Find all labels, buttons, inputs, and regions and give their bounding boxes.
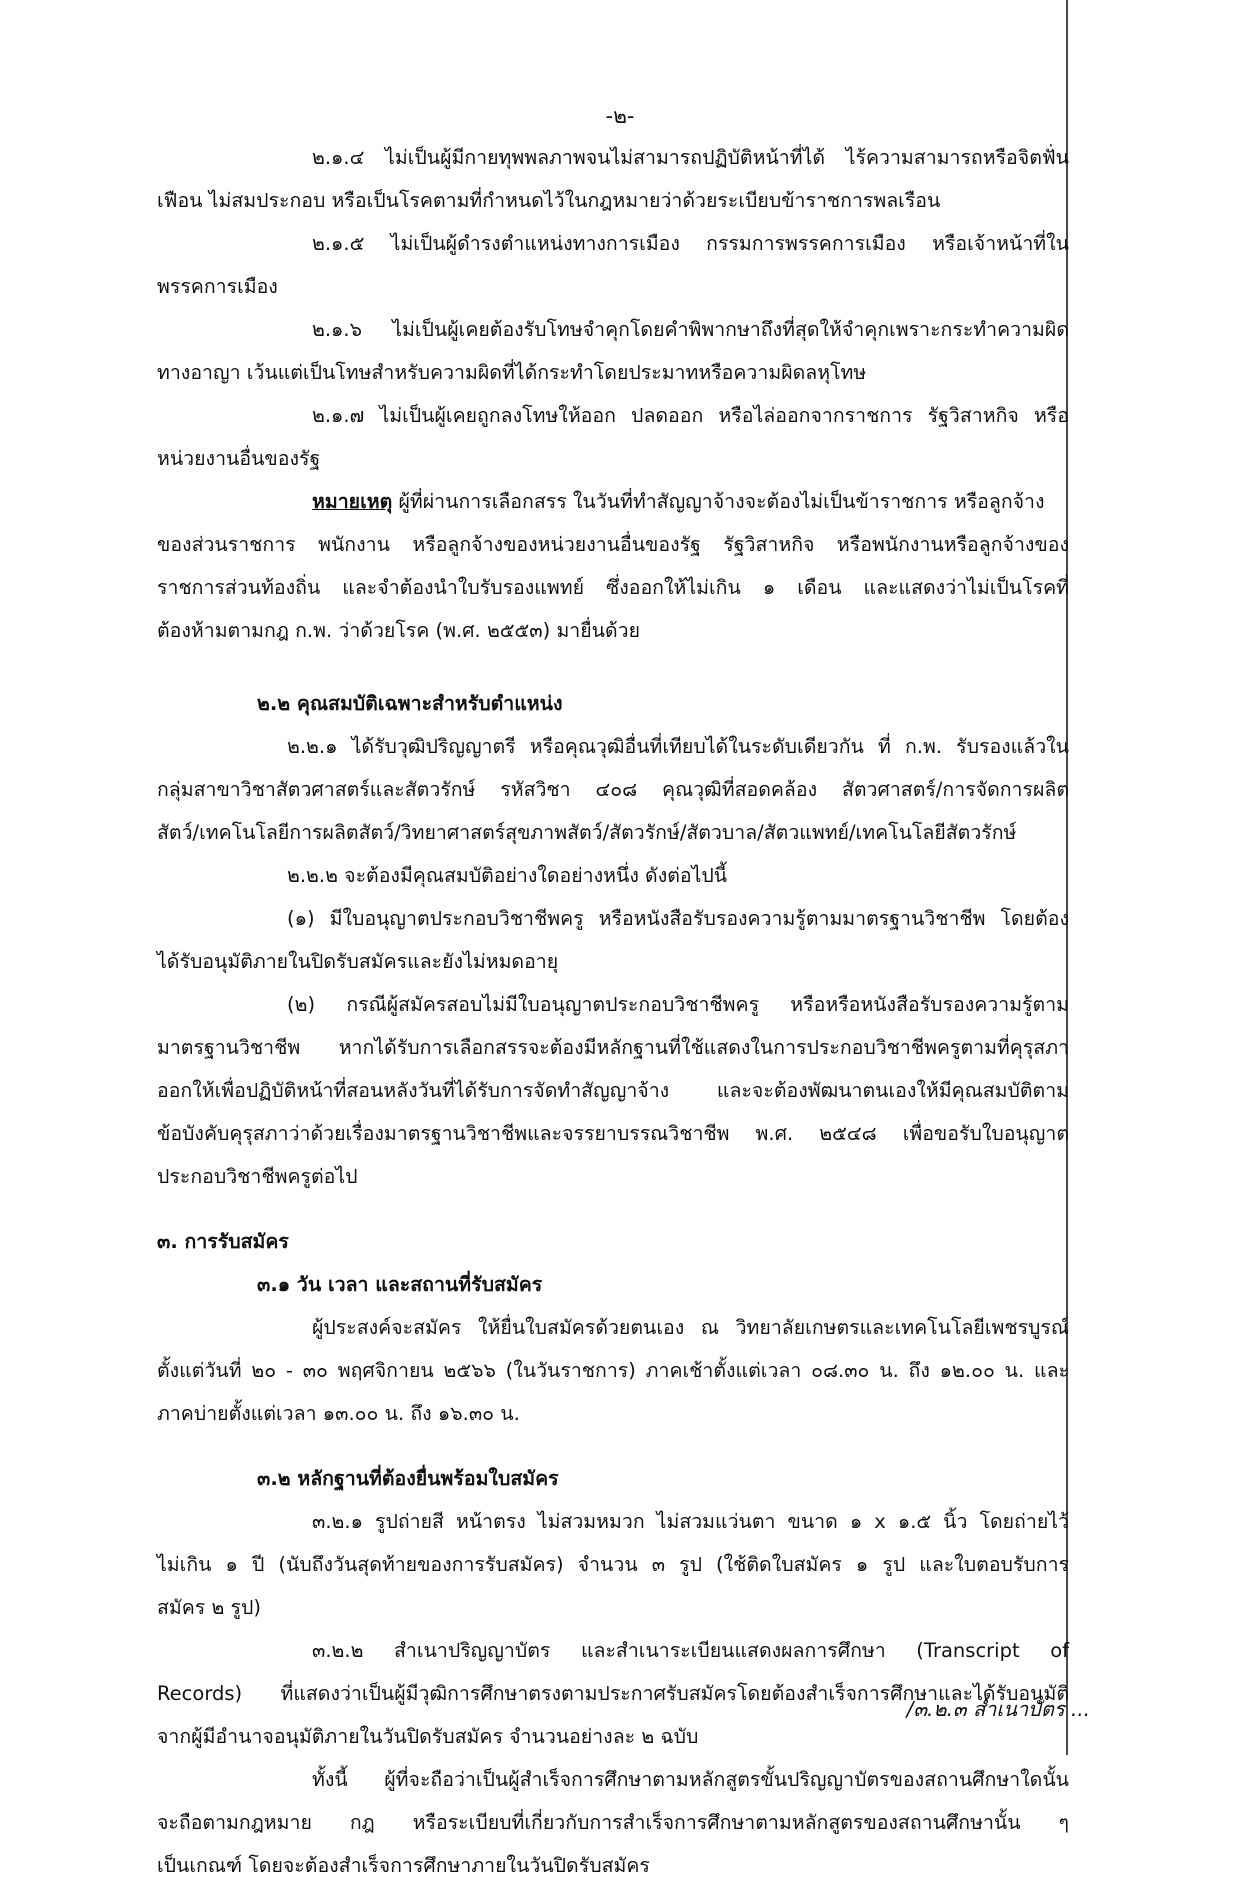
clause-2-1-7: ๒.๑.๗ ไม่เป็นผู้เคยถูกลงโทษให้ออก ปลดออก หรือไล่ออกจากราชการ รัฐวิสาหกิจ หรือ [312,404,1069,427]
note-label: หมายเหตุ [312,490,393,513]
page-number: -๒- [605,104,635,128]
spacer [157,1435,1069,1457]
clause-2-2-2-item-1-cont: ได้รับอนุมัติภายในปิดรับสมัครและยังไม่หมดอายุ [157,950,559,973]
clause-3-2-2-line-2: Records) ที่แสดงว่าเป็นผู้มีวุฒิการศึกษาตรงตามประกาศรับสมัครโดยต้องสำเร็จการศึกษาและได้รับอนุมัติ [157,1682,1069,1705]
clause-2-2-1-line-2: กลุ่มสาขาวิชาสัตวศาสตร์และสัตวรักษ์ รหัสวิชา ๔๐๘ คุณวุฒิที่สอดคล้อง สัตวศาสตร์/การจัดการผลิต [157,778,1069,801]
clause-2-2-1-line-3: สัตว์/เทคโนโลยีการผลิตสัตว์/วิทยาศาสตร์สุขภาพสัตว์/สัตวรักษ์/สัตวบาล/สัตวแพทย์/เทคโนโลยีสัตวรักษ์ [157,821,1017,844]
clause-2-1-7-cont: หน่วยงานอื่นของรัฐ [157,447,321,470]
application-line-2: ตั้งแต่วันที่ ๒๐ - ๓๐ พฤศจิกายน ๒๕๖๖ (ในวันราชการ) ภาคเช้าตั้งแต่เวลา ๐๘.๓๐ น. ถึง ๑๒.๐๐ น. และ [157,1359,1069,1382]
clause-3-2-1-line-3: สมัคร ๒ รูป) [157,1596,261,1619]
clause-2-1-6-cont: ทางอาญา เว้นแต่เป็นโทษสำหรับความผิดที่ได้กระทำโดยประมาทหรือความผิดลหุโทษ [157,361,867,384]
clause-2-2-2-item-2-line-4: ข้อบังคับคุรุสภาว่าด้วยเรื่องมาตรฐานวิชาชีพและจรรยาบรรณวิชาชีพ พ.ศ. ๒๕๔๘ เพื่อขอรับใบอนุญาต [157,1122,1069,1145]
application-paragraph: ผู้ประสงค์จะสมัคร ให้ยื่นใบสมัครด้วยตนเอง ณ วิทยาลัยเกษตรและเทคโนโลยีเพชรบูรณ์ [312,1316,1069,1339]
heading-3: ๓. การรับสมัคร [157,1230,289,1253]
clause-2-2-2-item-2-line-3: ออกให้เพื่อปฏิบัติหน้าที่สอนหลังวันที่ได้รับการจัดทำสัญญาจ้าง และจะต้องพัฒนาตนเองให้มีคุณสมบัติตาม [157,1079,1069,1102]
provision-paragraph: ทั้งนี้ ผู้ที่จะถือว่าเป็นผู้สำเร็จการศึกษาตามหลักสูตรขั้นปริญญาบัตรของสถานศึกษาใดนั้น [312,1768,1069,1791]
continuation-footer: /๓.๒.๓ สำเนาบัตร ... [906,1697,1090,1721]
note-text: ผู้ที่ผ่านการเลือกสรร ในวันที่ทำสัญญาจ้างจะต้องไม่เป็นข้าราชการ หรือลูกจ้าง [392,490,1045,513]
heading-3-1: ๓.๑ วัน เวลา และสถานที่รับสมัคร [257,1273,543,1296]
clause-2-2-1: ๒.๒.๑ ได้รับวุฒิปริญญาตรี หรือคุณวุฒิอื่นที่เทียบได้ในระดับเดียวกัน ที่ ก.พ. รับรองแล้วใน [287,735,1069,758]
clause-3-2-1-line-2: ไม่เกิน ๑ ปี (นับถึงวันสุดท้ายของการรับสมัคร) จำนวน ๓ รูป (ใช้ติดใบสมัคร ๑ รูป และใบตอบรับการ [157,1553,1069,1576]
heading-2-2: ๒.๒ คุณสมบัติเฉพาะสำหรับตำแหน่ง [257,692,563,715]
document-body [157,136,1069,1887]
clause-3-2-2-line-3: จากผู้มีอำนาจอนุมัติภายในวันปิดรับสมัคร จำนวนอย่างละ ๒ ฉบับ [157,1725,699,1748]
heading-3-2: ๓.๒ หลักฐานที่ต้องยื่นพร้อมใบสมัคร [257,1467,559,1490]
clause-2-2-2: ๒.๒.๒ จะต้องมีคุณสมบัติอย่างใดอย่างหนึ่ง ดังต่อไปนี้ [287,864,728,887]
clause-2-1-5-cont: พรรคการเมือง [157,275,278,298]
clause-3-2-2: ๓.๒.๒ สำเนาปริญญาบัตร และสำเนาระเบียนแสดงผลการศึกษา (Transcript of [312,1639,1069,1662]
note-line-3: ราชการส่วนท้องถิ่น และจำต้องนำใบรับรองแพทย์ ซึ่งออกให้ไม่เกิน ๑ เดือน และแสดงว่าไม่เป็นโรคที่ [157,576,1069,599]
clause-2-1-5: ๒.๑.๕ ไม่เป็นผู้ดำรงตำแหน่งทางการเมือง กรรมการพรรคการเมือง หรือเจ้าหน้าที่ใน [312,232,1069,255]
clause-2-1-4: ๒.๑.๔ ไม่เป็นผู้มีกายทุพพลภาพจนไม่สามารถปฏิบัติหน้าที่ได้ ไร้ความสามารถหรือจิตฟั่น [312,146,1069,169]
application-line-3: ภาคบ่ายตั้งแต่เวลา ๑๓.๐๐ น. ถึง ๑๖.๓๐ น. [157,1402,520,1425]
note-line-4: ต้องห้ามตามกฎ ก.พ. ว่าด้วยโรค (พ.ศ. ๒๕๕๓) มายื่นด้วย [157,619,641,642]
clause-3-2-1: ๓.๒.๑ รูปถ่ายสี หน้าตรง ไม่สวมหมวก ไม่สวมแว่นตา ขนาด ๑ x ๑.๕ นิ้ว โดยถ่ายไว้ [312,1510,1069,1533]
clause-2-1-6: ๒.๑.๖ ไม่เป็นผู้เคยต้องรับโทษจำคุกโดยคำพิพากษาถึงที่สุดให้จำคุกเพราะกระทำความผิด [312,318,1069,341]
spacer [157,1198,1069,1220]
clause-2-1-4-cont: เฟือน ไม่สมประกอบ หรือเป็นโรคตามที่กำหนดไว้ในกฎหมายว่าด้วยระเบียบข้าราชการพลเรือน [157,189,941,212]
clause-2-2-2-item-1: (๑) มีใบอนุญาตประกอบวิชาชีพครู หรือหนังสือรับรองความรู้ตามมาตรฐานวิชาชีพ โดยต้อง [287,907,1069,930]
clause-2-2-2-item-2-line-5: ประกอบวิชาชีพครูต่อไป [157,1165,358,1188]
clause-2-2-2-item-2: (๒) กรณีผู้สมัครสอบไม่มีใบอนุญาตประกอบวิชาชีพครู หรือหรือหนังสือรับรองความรู้ตาม [287,993,1069,1016]
spacer [157,652,1069,682]
note-paragraph [157,480,1069,523]
clause-2-2-2-item-2-line-2: มาตรฐานวิชาชีพ หากได้รับการเลือกสรรจะต้องมีหลักฐานที่ใช้แสดงในการประกอบวิชาชีพครูตามที่คุรุสภา [157,1036,1069,1059]
provision-line-2: จะถือตามกฎหมาย กฎ หรือระเบียบที่เกี่ยวกับการสำเร็จการศึกษาตามหลักสูตรของสถานศึกษานั้น ๆ [157,1811,1069,1834]
note-line-2: ของส่วนราชการ พนักงาน หรือลูกจ้างของหน่วยงานอื่นของรัฐ รัฐวิสาหกิจ หรือพนักงานหรือลูกจ้างของ [157,533,1069,556]
provision-line-3: เป็นเกณฑ์ โดยจะต้องสำเร็จการศึกษาภายในวันปิดรับสมัคร [157,1854,650,1877]
